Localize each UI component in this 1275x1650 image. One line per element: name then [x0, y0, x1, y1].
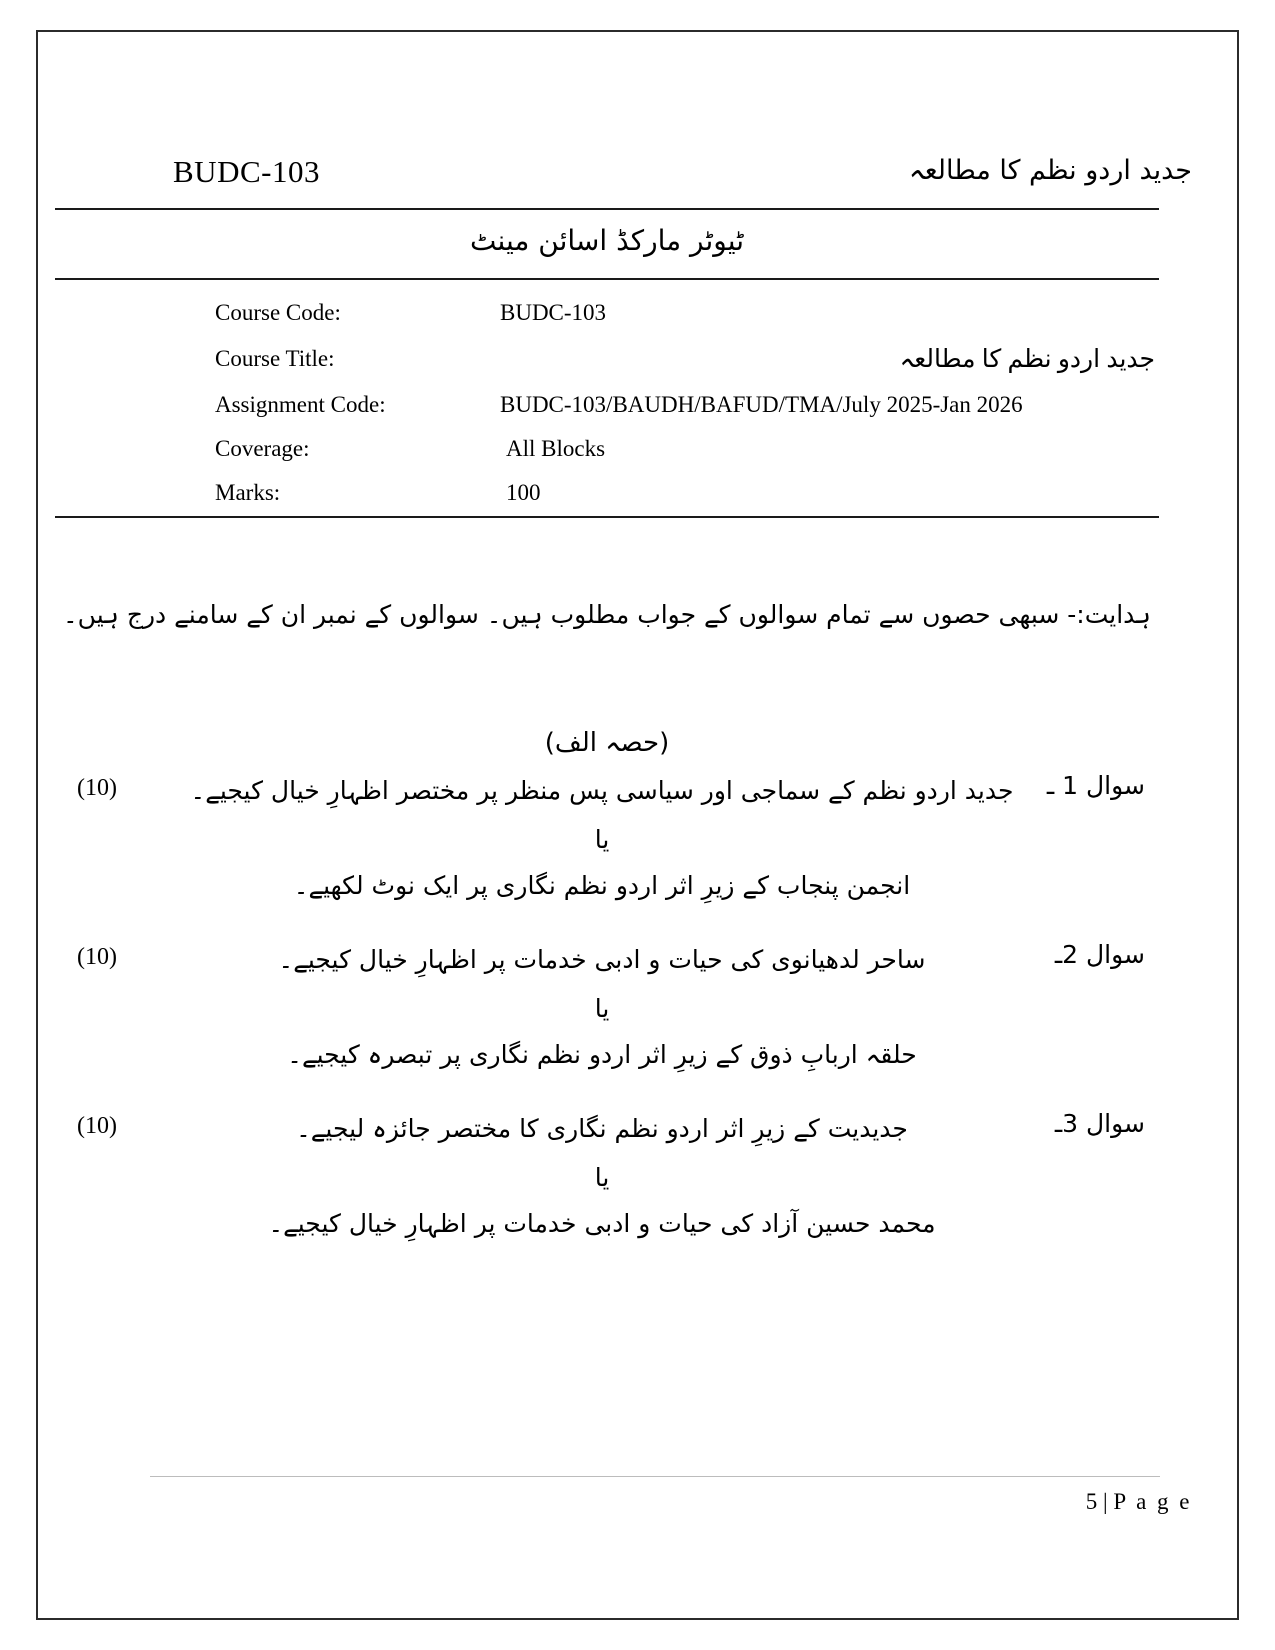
- question-label-3: سوال 3ـ: [1054, 1109, 1145, 1138]
- question-alternative-2: حلقہ اربابِ ذوق کے زیرِ اثر اردو نظم نگاری پر تبصرہ کیجیے۔: [287, 1040, 917, 1069]
- page-footer: [1086, 1489, 1192, 1515]
- assignment-type-banner: ٹیوٹر مارکڈ اسائن مینٹ: [470, 224, 744, 257]
- course-info-table: [215, 291, 1155, 515]
- question-or-1: یا: [594, 825, 610, 854]
- questions-list: [55, 771, 1159, 1278]
- question-alternative-1: انجمن پنجاب کے زیرِ اثر اردو نظم نگاری پر ایک نوٹ لکھیے۔: [293, 871, 911, 900]
- question-marks-2: (10): [77, 944, 117, 970]
- document-header: [55, 46, 1220, 206]
- question-marks-3: (10): [77, 1113, 117, 1139]
- question-block-3: [55, 1109, 1159, 1244]
- header-course-title-urdu: جدید اردو نظم کا مطالعہ: [908, 155, 1192, 186]
- info-label-course-title: Course Title:: [215, 346, 335, 371]
- banner-divider: [55, 278, 1159, 280]
- header-divider-top: [55, 208, 1159, 210]
- footer-divider: [150, 1476, 1160, 1477]
- footer-page-number: 5: [1085, 1489, 1098, 1514]
- question-block-2: [55, 940, 1159, 1075]
- question-alternative-3: محمد حسین آزاد کی حیات و ادبی خدمات پر اظہارِ خیال کیجیے۔: [268, 1209, 936, 1238]
- info-label-marks: Marks:: [215, 480, 281, 505]
- table-row: [215, 291, 1155, 335]
- info-value-coverage: All Blocks: [506, 436, 606, 461]
- info-label-course-code: Course Code:: [215, 300, 341, 325]
- question-row-2: [55, 940, 1159, 980]
- table-row: [215, 471, 1155, 515]
- info-value-marks: 100: [506, 480, 541, 505]
- info-label-assignment-code: Assignment Code:: [215, 392, 386, 417]
- question-label-1: سوال 1 ـ: [1046, 771, 1145, 800]
- question-label-2: سوال 2ـ: [1054, 940, 1145, 969]
- info-table-divider-bottom: [55, 516, 1159, 518]
- info-value-assignment-code: BUDC-103/BAUDH/BAFUD/TMA/July 2025-Jan 2026: [500, 392, 1023, 417]
- header-course-code: BUDC-103: [173, 154, 320, 189]
- question-text-1: جدید اردو نظم کے سماجی اور سیاسی پس منظر پر مختصر اظہارِ خیال کیجیے۔: [190, 776, 1014, 805]
- info-label-coverage: Coverage:: [215, 436, 310, 461]
- question-marks-1: (10): [77, 775, 117, 801]
- table-row: [215, 427, 1155, 471]
- footer-separator: |: [1103, 1489, 1108, 1514]
- question-block-1: [55, 771, 1159, 906]
- question-text-2: ساحر لدھیانوی کی حیات و ادبی خدمات پر اظہارِ خیال کیجیے۔: [278, 945, 926, 974]
- table-row: [215, 335, 1155, 383]
- question-text-3: جدیدیت کے زیرِ اثر اردو نظم نگاری کا مختصر جائزہ لیجیے۔: [296, 1114, 908, 1143]
- question-row-3: [55, 1109, 1159, 1149]
- info-value-course-title: جدید اردو نظم کا مطالعہ: [899, 346, 1155, 373]
- instruction-text: ہدایت:- سبھی حصوں سے تمام سوالوں کے جواب مطلوب ہیں۔ سوالوں کے نمبر ان کے سامنے درج ہیں۔: [63, 600, 1151, 629]
- question-or-2: یا: [594, 994, 610, 1023]
- question-row-1: [55, 771, 1159, 811]
- page-content: [55, 46, 1220, 1604]
- table-row: [215, 383, 1155, 427]
- info-value-course-code: BUDC-103: [500, 300, 607, 325]
- footer-page-word: P a g e: [1113, 1489, 1192, 1514]
- question-or-3: یا: [594, 1163, 610, 1192]
- section-heading-part-a: (حصہ الف): [544, 728, 670, 758]
